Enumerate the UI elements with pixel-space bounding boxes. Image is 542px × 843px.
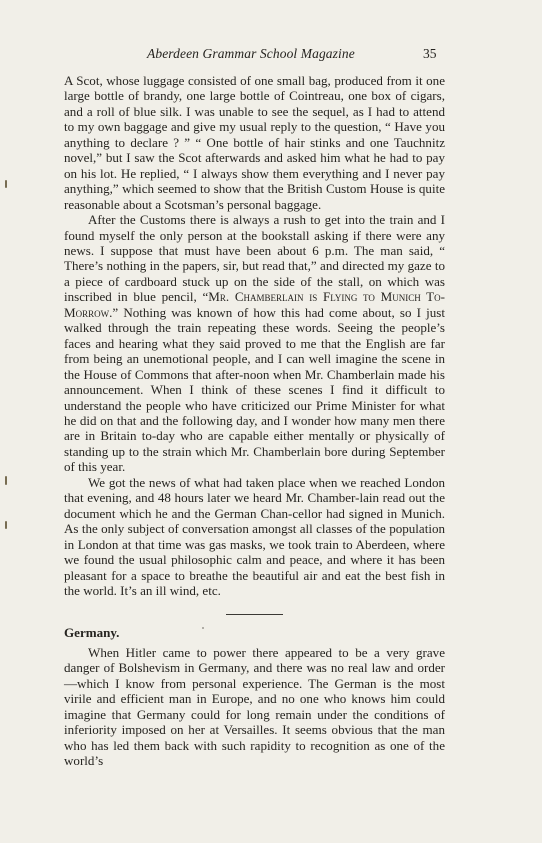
newspaper-headline: Mr. Chamberlain is Flying to Munich To-Morrow. xyxy=(64,289,445,320)
section-divider xyxy=(226,614,283,615)
left-margin-ink-mark xyxy=(5,180,7,188)
running-title: Aberdeen Grammar School Magazine xyxy=(147,46,355,61)
left-margin-ink-mark xyxy=(5,476,7,485)
paragraph-bookstall-news-continuation: ” Nothing was known of how this had come about, so I just walked through the train repeating these words. Seeing the people’s faces and hearing what they said proved to me that the English are far from being an unemotional people, and I can well imagine the scene in the House of Commons that after-noon when Mr. Chamberlain made his announcement. When I think of these scenes I find it difficult to understand the people who have criticized our Prime Minister for what he did on that and the following day, and I wonder how many men there are in Britain to-day who are capable either mentally or physically of standing up to the strain which Mr. Chamberlain bore during September of this year. xyxy=(64,304,445,475)
section-heading-germany: Germany. xyxy=(64,625,120,641)
paragraph-customs-scot: A Scot, whose luggage consisted of one small bag, produced from it one large bottle of brandy, one large bottle of Cointreau, one box of cigars, and a roll of blue silk. I was unable to see the sequel, as I had to attend to my own baggage and give my usual reply to the question, “ Have you anything to declare ? ” “ One bottle of hair stinks and one Tauchnitz novel,” but I saw the Scot afterwards and asked him what he had to pay on his lot. He replied, “ I always show them everything and I never pay anything,” which seemed to show that the British Custom House is quite reasonable about a Scotsman’s personal baggage. xyxy=(64,73,445,212)
article-body xyxy=(64,73,445,768)
paragraph-bookstall-news xyxy=(64,212,445,475)
section-heading-row xyxy=(64,625,445,640)
paragraph-munich-news: We got the news of what had taken place when we reached London that evening, and 48 hours later we heard Mr. Chamber-lain read out the document which he and the German Chan-cellor had signed in Munich. As the only subject of conversation amongst all classes of the population in London at that time was gas masks, we took train to Aberdeen, where we found the usual philosophic calm and peace, and where it has been pleasant for a space to breathe the beautiful air and eat the best fish in the world. It’s an ill wind, etc. xyxy=(64,474,445,598)
paragraph-bookstall-news-opening: After the Customs there is always a rush to get into the train and I found myself the only person at the bookstall asking if there were any news. I suppose that must have been about 6 p.m. The man said, “ There’s nothing in the papers, sir, but read that,” and directed my gaze to a piece of cardboard stuck up on the side of the stall, on which was inscribed in blue pencil, “ xyxy=(64,212,445,305)
paragraph-germany: When Hitler came to power there appeared to be a very grave danger of Bolshevism in Germany, and there was no real law and order—which I know from personal experience. The German is the most virile and efficient man in Europe, and no one who knows him could imagine that Germany could for long remain under the conditions of inferiority imposed on her at Versailles. It seems obvious that the man who has led them back with such rapidity to recognition as one of the world’s xyxy=(64,644,445,769)
page-number: 35 xyxy=(423,46,437,61)
left-margin-ink-mark xyxy=(5,521,7,529)
page-header xyxy=(0,46,542,66)
